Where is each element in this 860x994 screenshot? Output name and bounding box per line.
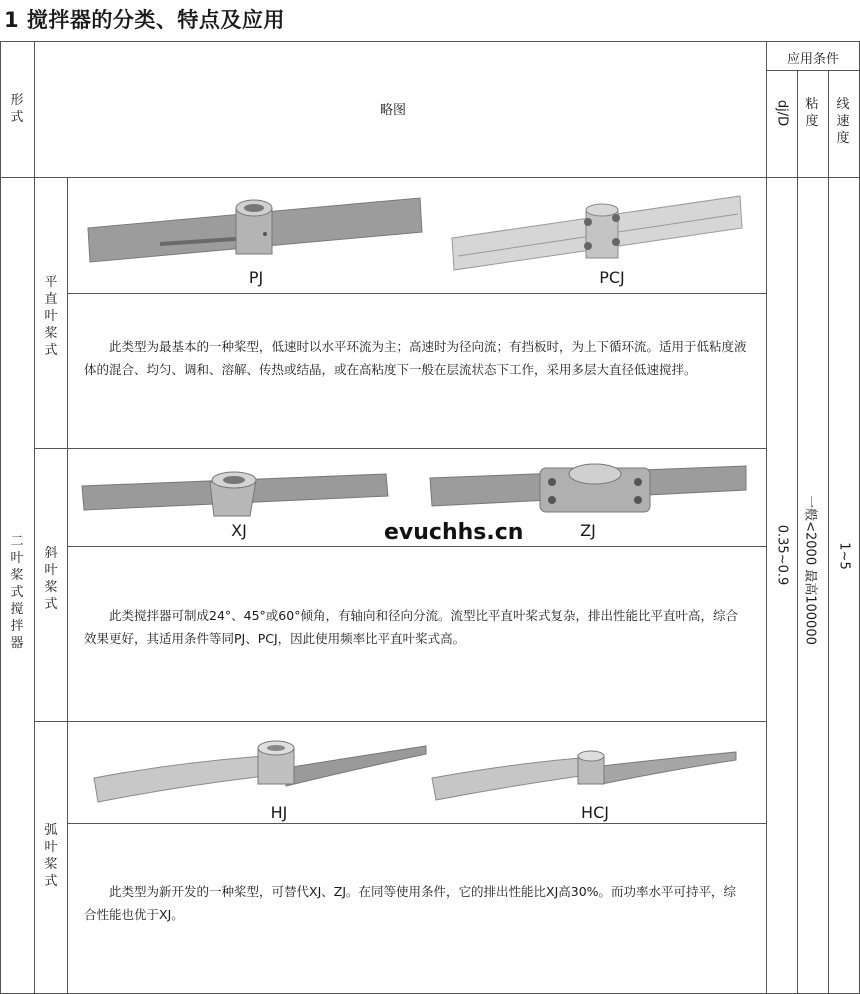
- pj-impeller-image: [80, 190, 430, 270]
- header-form: 形式: [10, 93, 24, 125]
- page-title: 1 搅拌器的分类、特点及应用: [4, 8, 285, 32]
- watermark: evuchhs.cn: [384, 520, 524, 545]
- value-viscosity: 一般<2000 最高100000: [802, 495, 818, 645]
- header-dj-d: dj/D: [774, 99, 790, 127]
- caption-pj: PJ: [248, 268, 264, 287]
- description-curved: 此类型为新开发的一种桨型，可替代XJ、ZJ。在同等使用条件，它的排出性能比XJ高30%。而功率水平可持平，综合性能也优于XJ。: [84, 884, 737, 922]
- header-viscosity: 粘度: [805, 97, 819, 129]
- value-dj-d: 0.35~0.9: [774, 524, 790, 586]
- header-conditions: 应用条件: [787, 52, 840, 67]
- description-inclined: 此类搅拌器可制成24°、45°或60°倾角，有轴向和径向分流。流型比平直叶桨式复杂，排出性能比平直叶高，综合效果更好，其适用条件等同PJ、PCJ，因此使用频率比平直叶桨式高。: [84, 608, 738, 646]
- category-label: 二叶桨式搅拌器: [10, 534, 24, 651]
- caption-zj: ZJ: [580, 521, 596, 540]
- value-speed: 1~5: [836, 542, 852, 570]
- xj-impeller-image: [80, 462, 400, 522]
- pcj-impeller-image: [448, 190, 748, 275]
- description-flat: 此类型为最基本的一种桨型，低速时以水平环流为主；高速时为径向流；有挡板时，为上下循环流。适用于低粘度液体的混合、均匀、调和、溶解、传热或结晶，或在高粘度下一般在层流状态下工作，采用多层大直径低速搅拌。: [84, 339, 747, 377]
- type-name-curved: 弧叶桨式: [44, 823, 58, 889]
- hcj-impeller-image: [430, 748, 740, 802]
- header-sketch: 略图: [380, 103, 407, 118]
- caption-xj: XJ: [231, 521, 247, 540]
- hj-impeller-image: [90, 742, 430, 804]
- caption-hj: HJ: [270, 803, 288, 822]
- zj-impeller-image: [428, 460, 750, 520]
- header-speed: 线速度: [836, 97, 850, 146]
- caption-pcj: PCJ: [599, 268, 625, 287]
- caption-hcj: HCJ: [581, 803, 609, 822]
- type-name-flat: 平直叶桨式: [44, 275, 58, 358]
- type-name-inclined: 斜叶桨式: [44, 546, 58, 612]
